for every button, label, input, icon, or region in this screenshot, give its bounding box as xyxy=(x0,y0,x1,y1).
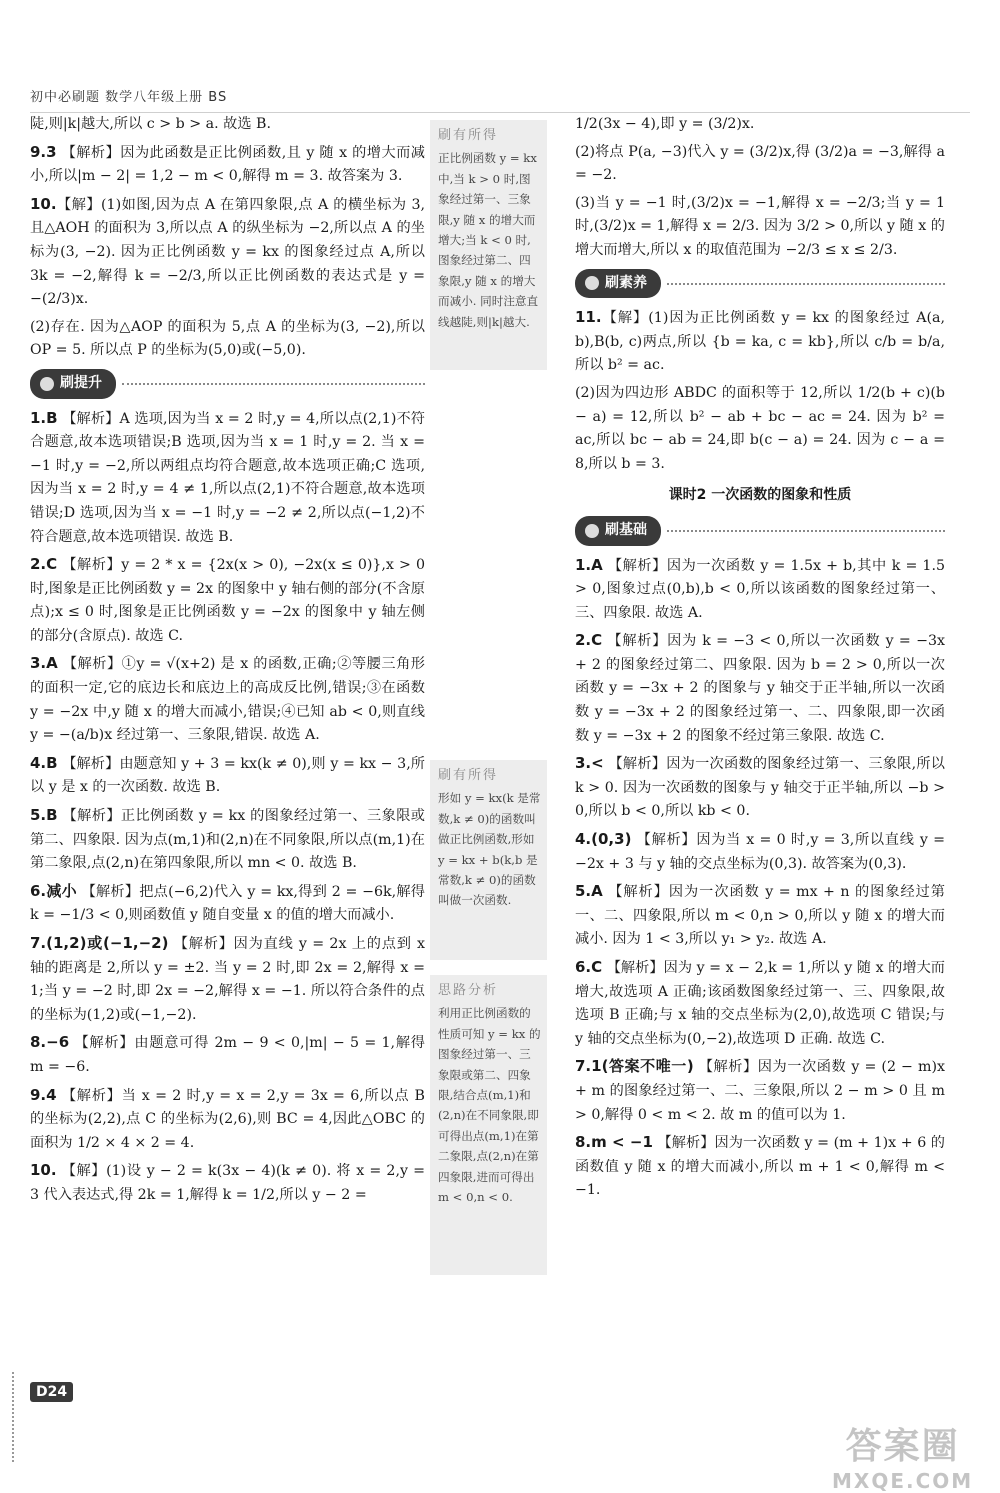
question-number: 8. xyxy=(30,1033,47,1052)
solution-text: 【解析】A 选项,因为当 x = 2 时,y = 4,所以点(2,1)不符合题意,故本选项错误;B 选项,因为当 x = 1 时,y = 2. 当 x = −1 时,y = −2,所以两组点均符合题意,故本选项正确;C 选项,因为当 x = 2 时,y = 4 ≠ 1,所以点(2,1)不符合题意,故本选项错误;D 选项,因为当 x = −1 时,y = −2 ≠ 2,所以点(−1,2)不符合题意,故本选项错误. 故选 B. xyxy=(30,410,425,545)
answer: B xyxy=(46,408,58,427)
answer: A xyxy=(591,882,603,901)
question-number: 5. xyxy=(575,882,592,901)
badge-label: 刷提升 xyxy=(60,374,102,391)
solution-text: 【解析】因为直线 y = 2x 上的点到 x 轴的距离是 2,所以 y = ±2. 当 y = 2 时,即 2x = 2,解得 x = 1;当 y = −2 时,即 2x = −2,解得 x = −1. 所以符合条件的点的坐标为(1,2)或(−1,−2). xyxy=(30,936,425,1023)
question-list xyxy=(575,554,945,1203)
solution-text: 【解析】因为 k = −3 < 0,所以一次函数 y = −3x + 2 的图象经过第二、四象限. 因为 b = 2 > 0,所以一次函数 y = −3x + 2 的图象与 y 轴交于正半轴,所以一次函数 y = −3x + 2 的图象经过第一、二、四象限,即一次函数 y = −3x + 2 的图象不经过第三象限. 故选 C. xyxy=(575,633,945,744)
dotted-rule xyxy=(667,529,945,532)
question-number: 9. xyxy=(30,142,47,161)
question-number: 8. xyxy=(575,1133,592,1152)
question-number: 7. xyxy=(30,934,47,952)
section-badge-basic xyxy=(575,516,945,546)
question-number: 1. xyxy=(575,555,592,574)
dotted-rule xyxy=(667,282,945,285)
solution-text: 【解】(1)如图,因为点 A 在第四象限,点 A 的横坐标为 3,且△AOH 的面积为 3,所以点 A 的纵坐标为 −2,所以点 A 的坐标为(3, −2). 因为正比例函数 y = kx 的图象经过点 A,所以 3k = −2,解得 k = −2/3,所以正比例函数的表达式是 y = −(2/3)x. xyxy=(30,196,425,308)
solution-text: 【解析】正比例函数 y = kx 的图象经过第一、三象限或第二、四象限. 因为点(m,1)和(2,n)在不同象限,所以点(m,1)在第二象限,点(2,n)在第四象限,所以 mn < 0. 故选 B. xyxy=(30,808,425,872)
question-item xyxy=(575,828,945,876)
solution-text: 【解】(1)设 y − 2 = k(3x − 4)(k ≠ 0). 将 x = 2,y = 3 代入表达式,得 2k = 1,解得 k = 1/2,所以 y − 2 = xyxy=(30,1163,425,1203)
question-item xyxy=(575,629,945,748)
question-number: 3. xyxy=(30,654,47,673)
answer: B xyxy=(46,753,58,772)
solution-text: 【解析】因为一次函数 y = (2 − m)x + m 的图象经过第一、二、三象限,所以 2 − m > 0 且 m > 0,解得 0 < m < 2. 故 m 的值可以为 1. xyxy=(575,1059,945,1123)
answer: 1(答案不唯一) xyxy=(591,1057,694,1076)
running-header: 初中必刷题 数学八年级上册 BS xyxy=(30,90,228,105)
paragraph: 1/2(3x − 4),即 y = (3/2)x. xyxy=(575,116,755,132)
question-item xyxy=(30,1159,425,1207)
answer: A xyxy=(591,555,603,574)
pencil-icon xyxy=(40,377,54,391)
solution-text: 【解】(1)因为正比例函数 y = kx 的图象经过 A(a, b),B(b, c)两点,所以 {b = ka, c = kb},所以 c/b = b/a,所以 b² = ac. xyxy=(575,310,945,374)
question-item xyxy=(575,880,945,952)
paragraph: (2)将点 P(a, −3)代入 y = (3/2)x,得 (3/2)a = −3,解得 a = −2. xyxy=(575,143,945,184)
side-note-title: 刷有所得 xyxy=(438,768,499,783)
solution-text: 【解析】y = 2 * x = {2x(x > 0), −2x(x ≤ 0)},x > 0 时,图象是正比例函数 y = 2x 的图象中 y 轴右侧的部分(不含原点);x ≤ 0 时,图象是正比例函数 y = −2x 的图象中 y 轴左侧的部分(含原点). 故选 C. xyxy=(30,557,425,644)
question-number: 3. xyxy=(575,754,592,773)
question-number: 6. xyxy=(575,958,592,976)
badge-label: 刷素养 xyxy=(605,274,647,291)
left-column xyxy=(30,113,425,1212)
answer: A xyxy=(46,654,58,673)
solution-text: 【解析】因为此函数是正比例函数,且 y 随 x 的增大而减小,所以|m − 2| = 1,2 − m < 0,解得 m = 3. 故答案为 3. xyxy=(30,144,425,185)
question-item xyxy=(575,956,945,1051)
answer: < xyxy=(591,754,604,773)
side-note-3 xyxy=(430,975,547,1275)
side-note-1 xyxy=(430,120,547,370)
right-column xyxy=(575,113,945,1207)
badge-pill xyxy=(575,516,661,546)
question-number: 1. xyxy=(30,408,47,427)
question-item xyxy=(30,804,425,876)
question-10-part1 xyxy=(30,193,425,312)
question-item xyxy=(30,752,425,800)
page-number: D24 xyxy=(30,1382,73,1402)
question-10-part2: (2)存在. 因为△AOP 的面积为 5,点 A 的坐标为(3, −2),所以 OP = 5. 所以点 P 的坐标为(5,0)或(−5,0). xyxy=(30,318,425,359)
section-badge-improve xyxy=(30,369,425,399)
answer: (0,3) xyxy=(591,830,632,849)
question-item xyxy=(30,1084,425,1156)
side-note-title: 思路分析 xyxy=(438,983,499,998)
question-11-part2: (2)因为四边形 ABDC 的面积等于 12,所以 1/2(b + c)(b − a) = 12,所以 b² − ab + bc − ac = 24. 因为 b² = ac,所以 bc − ab = 24,即 b(c − a) = 24. 因为 c − a = 8,所以 b = 3. xyxy=(575,384,945,472)
question-number: 7. xyxy=(575,1057,592,1076)
answer: −6 xyxy=(46,1033,70,1052)
question-item xyxy=(30,880,425,928)
solution-text: 【解析】因为一次函数 y = mx + n 的图象经过第一、二、四象限,所以 m < 0,n > 0,所以 y 随 x 的增大而减小. 因为 1 < 3,所以 y₁ > y₂. 故选 A. xyxy=(575,884,945,948)
question-item xyxy=(30,652,425,747)
question-list xyxy=(30,407,425,1208)
answer: m < −1 xyxy=(591,1133,653,1152)
badge-pill xyxy=(30,369,116,399)
watermark xyxy=(832,1418,973,1493)
solution-text: 【解析】因为一次函数的图象经过第一、三象限,所以 k > 0. 因为一次函数的图象与 y 轴交于正半轴,所以 −b > 0,所以 b < 0,所以 kb < 0. xyxy=(575,756,945,820)
pencil-icon xyxy=(585,276,599,290)
answer: (1,2)或(−1,−2) xyxy=(46,934,169,952)
question-item xyxy=(30,553,425,648)
watermark-url: MXQE.COM xyxy=(832,1469,974,1493)
question-number: 4. xyxy=(575,830,592,849)
paragraph: (3)当 y = −1 时,(3/2)x = −1,解得 x = −2/3;当 y = 1 时,(3/2)x = 1,解得 x = 2/3. 因为 3/2 > 0,所以 y 随 x 的增大而增大,所以 x 的取值范围为 −2/3 ≤ x ≤ 2/3. xyxy=(575,194,945,258)
answer: 4 xyxy=(46,1085,57,1104)
side-note-text: 正比例函数 y = kx 中,当 k > 0 时,图象经过第一、三象限,y 随 x 的增大而增大;当 k < 0 时,图象经过第二、四象限,y 随 x 的增大而减小. 同时注意直线越陡,则|k|越大. xyxy=(438,151,539,329)
question-item xyxy=(575,1131,945,1203)
question-item xyxy=(30,1031,425,1079)
answer: C xyxy=(46,555,58,574)
solution-text: 【解析】因为一次函数 y = (m + 1)x + 6 的函数值 y 随 x 的增大而减小,所以 m + 1 < 0,解得 m < −1. xyxy=(575,1135,945,1199)
question-number: 4. xyxy=(30,753,47,772)
question-item xyxy=(30,407,425,550)
question-number: 11. xyxy=(575,308,602,327)
question-number: 6. xyxy=(30,881,47,900)
question-number: 10. xyxy=(30,1161,57,1180)
question-item xyxy=(575,554,945,626)
question-11-part1 xyxy=(575,306,945,378)
answer: 3 xyxy=(46,142,57,161)
side-note-2 xyxy=(430,760,547,960)
question-number: 2. xyxy=(30,555,47,574)
answer: B xyxy=(46,806,58,825)
solution-text: 【解析】因为当 x = 0 时,y = 3,所以直线 y = −2x + 3 与 y 轴的交点坐标为(0,3). 故答案为(0,3). xyxy=(575,832,945,872)
badge-pill xyxy=(575,269,661,299)
paragraph: 陡,则|k|越大,所以 c > b > a. 故选 B. xyxy=(30,116,271,132)
solution-text: 【解析】①y = √(x+2) 是 x 的函数,正确;②等腰三角形的面积一定,它的底边长和底边上的高成反比例,错误;③在函数 y = −2x 中,y 随 x 的增大而减小,错误;④已知 ab < 0,则直线 y = −(a/b)x 经过第一、三象限,错误. 故选 A. xyxy=(30,656,425,744)
section-badge-literacy xyxy=(575,269,945,299)
answer: 减小 xyxy=(46,881,77,900)
badge-label: 刷基础 xyxy=(605,521,647,538)
pencil-icon xyxy=(585,524,599,538)
solution-text: 【解析】因为 y = x − 2,k = 1,所以 y 随 x 的增大而增大,故选项 A 正确;该函数图象经过第一、三、四象限,故选项 B 正确;与 x 轴的交点坐标为(2,0),故选项 C 错误;与 y 轴的交点坐标为(0,−2),故选项 D 正确. 故选 C. xyxy=(575,960,945,1047)
answer: C xyxy=(591,631,603,650)
solution-text: 【解析】由题意可得 2m − 9 < 0,|m| − 5 = 1,解得 m = −6. xyxy=(30,1035,425,1075)
lesson-title: 课时2 一次函数的图象和性质 xyxy=(668,487,852,504)
dotted-rule xyxy=(122,382,425,385)
side-note-text: 利用正比例函数的性质可知 y = kx 的图象经过第一、三象限或第二、四象限,结合点(m,1)和(2,n)在不同象限,即可得出点(m,1)在第二象限,点(2,n)在第四象限,进而可得出 m < 0,n < 0. xyxy=(438,1006,541,1205)
solution-text: 【解析】把点(−6,2)代入 y = kx,得到 2 = −6k,解得 k = −1/3 < 0,则函数值 y 随自变量 x 的值的增大而减小. xyxy=(30,883,425,924)
question-number: 5. xyxy=(30,806,47,825)
watermark-logo: 答案圈 xyxy=(845,1426,960,1467)
solution-text: 【解析】当 x = 2 时,y = x = 2,y = 3x = 6,所以点 B 的坐标为(2,2),点 C 的坐标为(2,6),则 BC = 4,因此△OBC 的面积为 1/2 × 4 × 2 = 4. xyxy=(30,1087,425,1151)
question-number: 2. xyxy=(575,631,592,650)
footer xyxy=(30,1382,73,1402)
question-9 xyxy=(30,141,425,189)
side-note-title: 刷有所得 xyxy=(438,128,499,143)
margin-dotted-line xyxy=(12,1372,16,1462)
side-note-text: 形如 y = kx(k 是常数,k ≠ 0)的函数叫做正比例函数,形如 y = kx + b(k,b 是常数,k ≠ 0)的函数叫做一次函数. xyxy=(438,791,541,908)
solution-text: 【解析】由题意知 y + 3 = kx(k ≠ 0),则 y = kx − 3,所以 y 是 x 的一次函数. 故选 B. xyxy=(30,755,425,796)
question-item xyxy=(30,932,425,1027)
answer: C xyxy=(591,958,603,976)
question-number: 9. xyxy=(30,1085,47,1104)
question-number: 10. xyxy=(30,194,57,213)
solution-text: 【解析】因为一次函数 y = 1.5x + b,其中 k = 1.5 > 0,图象过点(0,b),b < 0,所以该函数的图象经过第一、三、四象限. 故选 A. xyxy=(575,557,945,621)
question-item xyxy=(575,752,945,824)
question-item xyxy=(575,1055,945,1127)
